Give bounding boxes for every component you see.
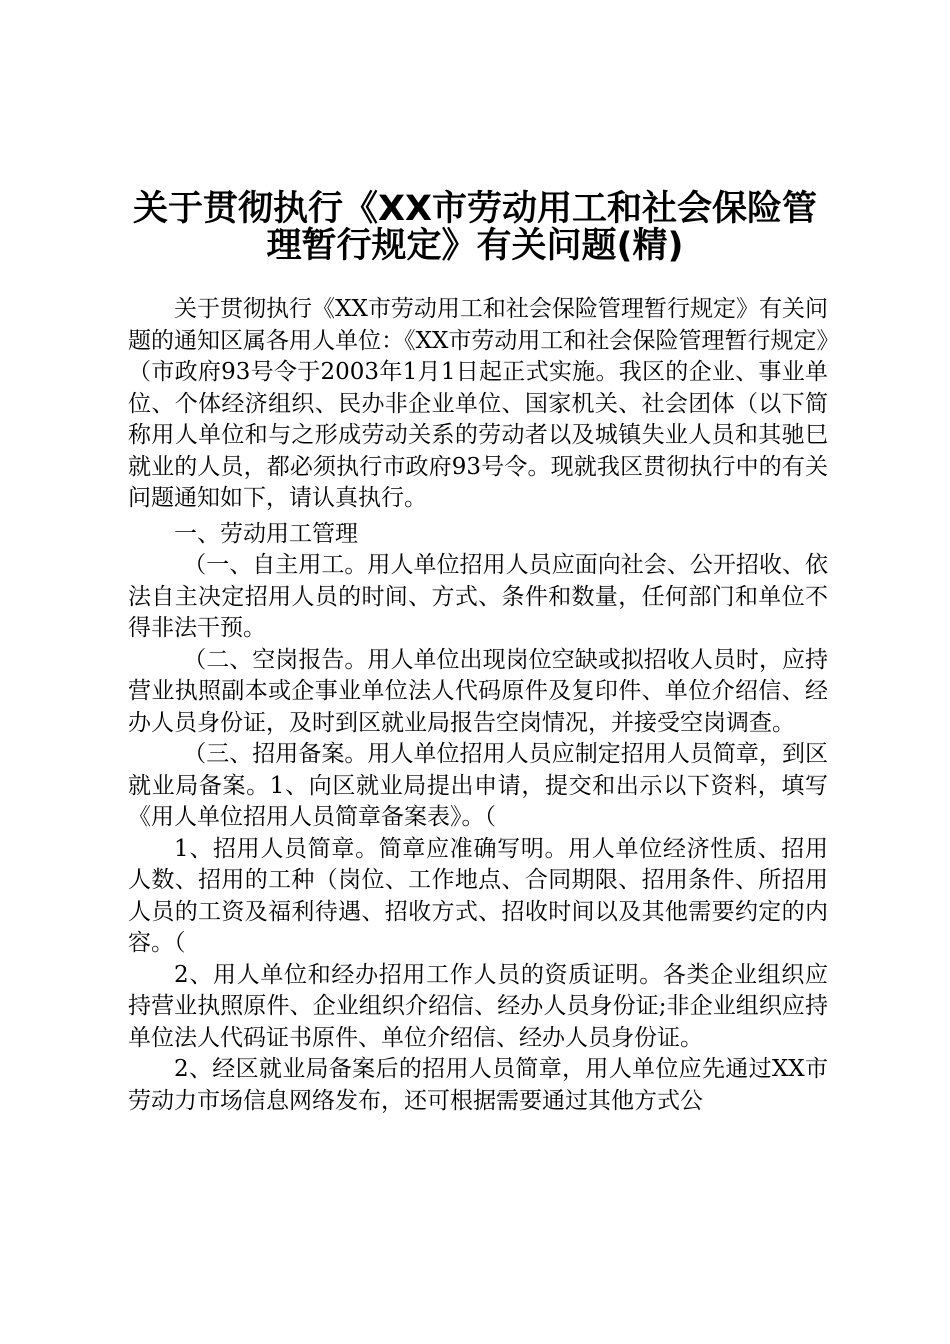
paragraph-subitem-2b: 2、经区就业局备案后的招用人员简章，用人单位应先通过XX市劳动力市场信息网络发布，还可根据需要通过其他方式公 <box>128 1056 828 1114</box>
document-body <box>128 294 828 1117</box>
paragraph-intro: 关于贯彻执行《XX市劳动用工和社会保险管理暂行规定》有关问题的通知区属各用人单位：《XX市劳动用工和社会保险管理暂行规定》（市政府93号令于2003年1月1日起正式实施。我区的企业、事业单位、个体经济组织、民办非企业单位、国家机关、社会团体（以下简称用人单位和与之形成劳动关系的劳动者以及城镇失业人员和其驰巳就业的人员，都必须执行市政府93号令。现就我区贯彻执行中的有关问题通知如下，请认真执行。 <box>128 296 828 511</box>
document-title-line-2: 理暂行规定》有关问题(精) <box>266 226 684 266</box>
section-heading-labor-management: 一、劳动用工管理 <box>174 520 358 547</box>
paragraph-item-2: （二、空岗报告。用人单位出现岗位空缺或拟招收人员时，应持营业执照副本或企事业单位法人代码原件及复印件、单位介绍信、经办人员身份证，及时到区就业局报告空岗情况，并接受空岗调查。 <box>128 646 828 736</box>
paragraph-item-1: （一、自主用工。用人单位招用人员应面向社会、公开招收、依法自主决定招用人员的时间、方式、条件和数量，任何部门和单位不得非法干预。 <box>128 552 828 641</box>
document-title-line-1: 关于贯彻执行《XX市劳动用工和社会保险管 <box>133 189 817 229</box>
paragraph-subitem-1: 1、招用人员简章。简章应准确写明。用人单位经济性质、招用人数、招用的工种（岗位、工作地点、合同期限、招用条件、所招用人员的工资及福利待遇、招收方式、招收时间以及其他需要约定的内容。（ <box>128 835 828 956</box>
paragraph-subitem-2: 2、用人单位和经办招用工作人员的资质证明。各类企业组织应持营业执照原件、企业组织介绍信、经办人员身份证;非企业组织应持单位法人代码证书原件、单位介绍信、经办人员身份证。 <box>128 961 828 1051</box>
paragraph-item-3: （三、招用备案。用人单位招用人员应制定招用人员简章，到区就业局备案。1、向区就业局提出申请，提交和出示以下资料，填写《用人单位招用人员简章备案表》。（ <box>128 741 828 830</box>
